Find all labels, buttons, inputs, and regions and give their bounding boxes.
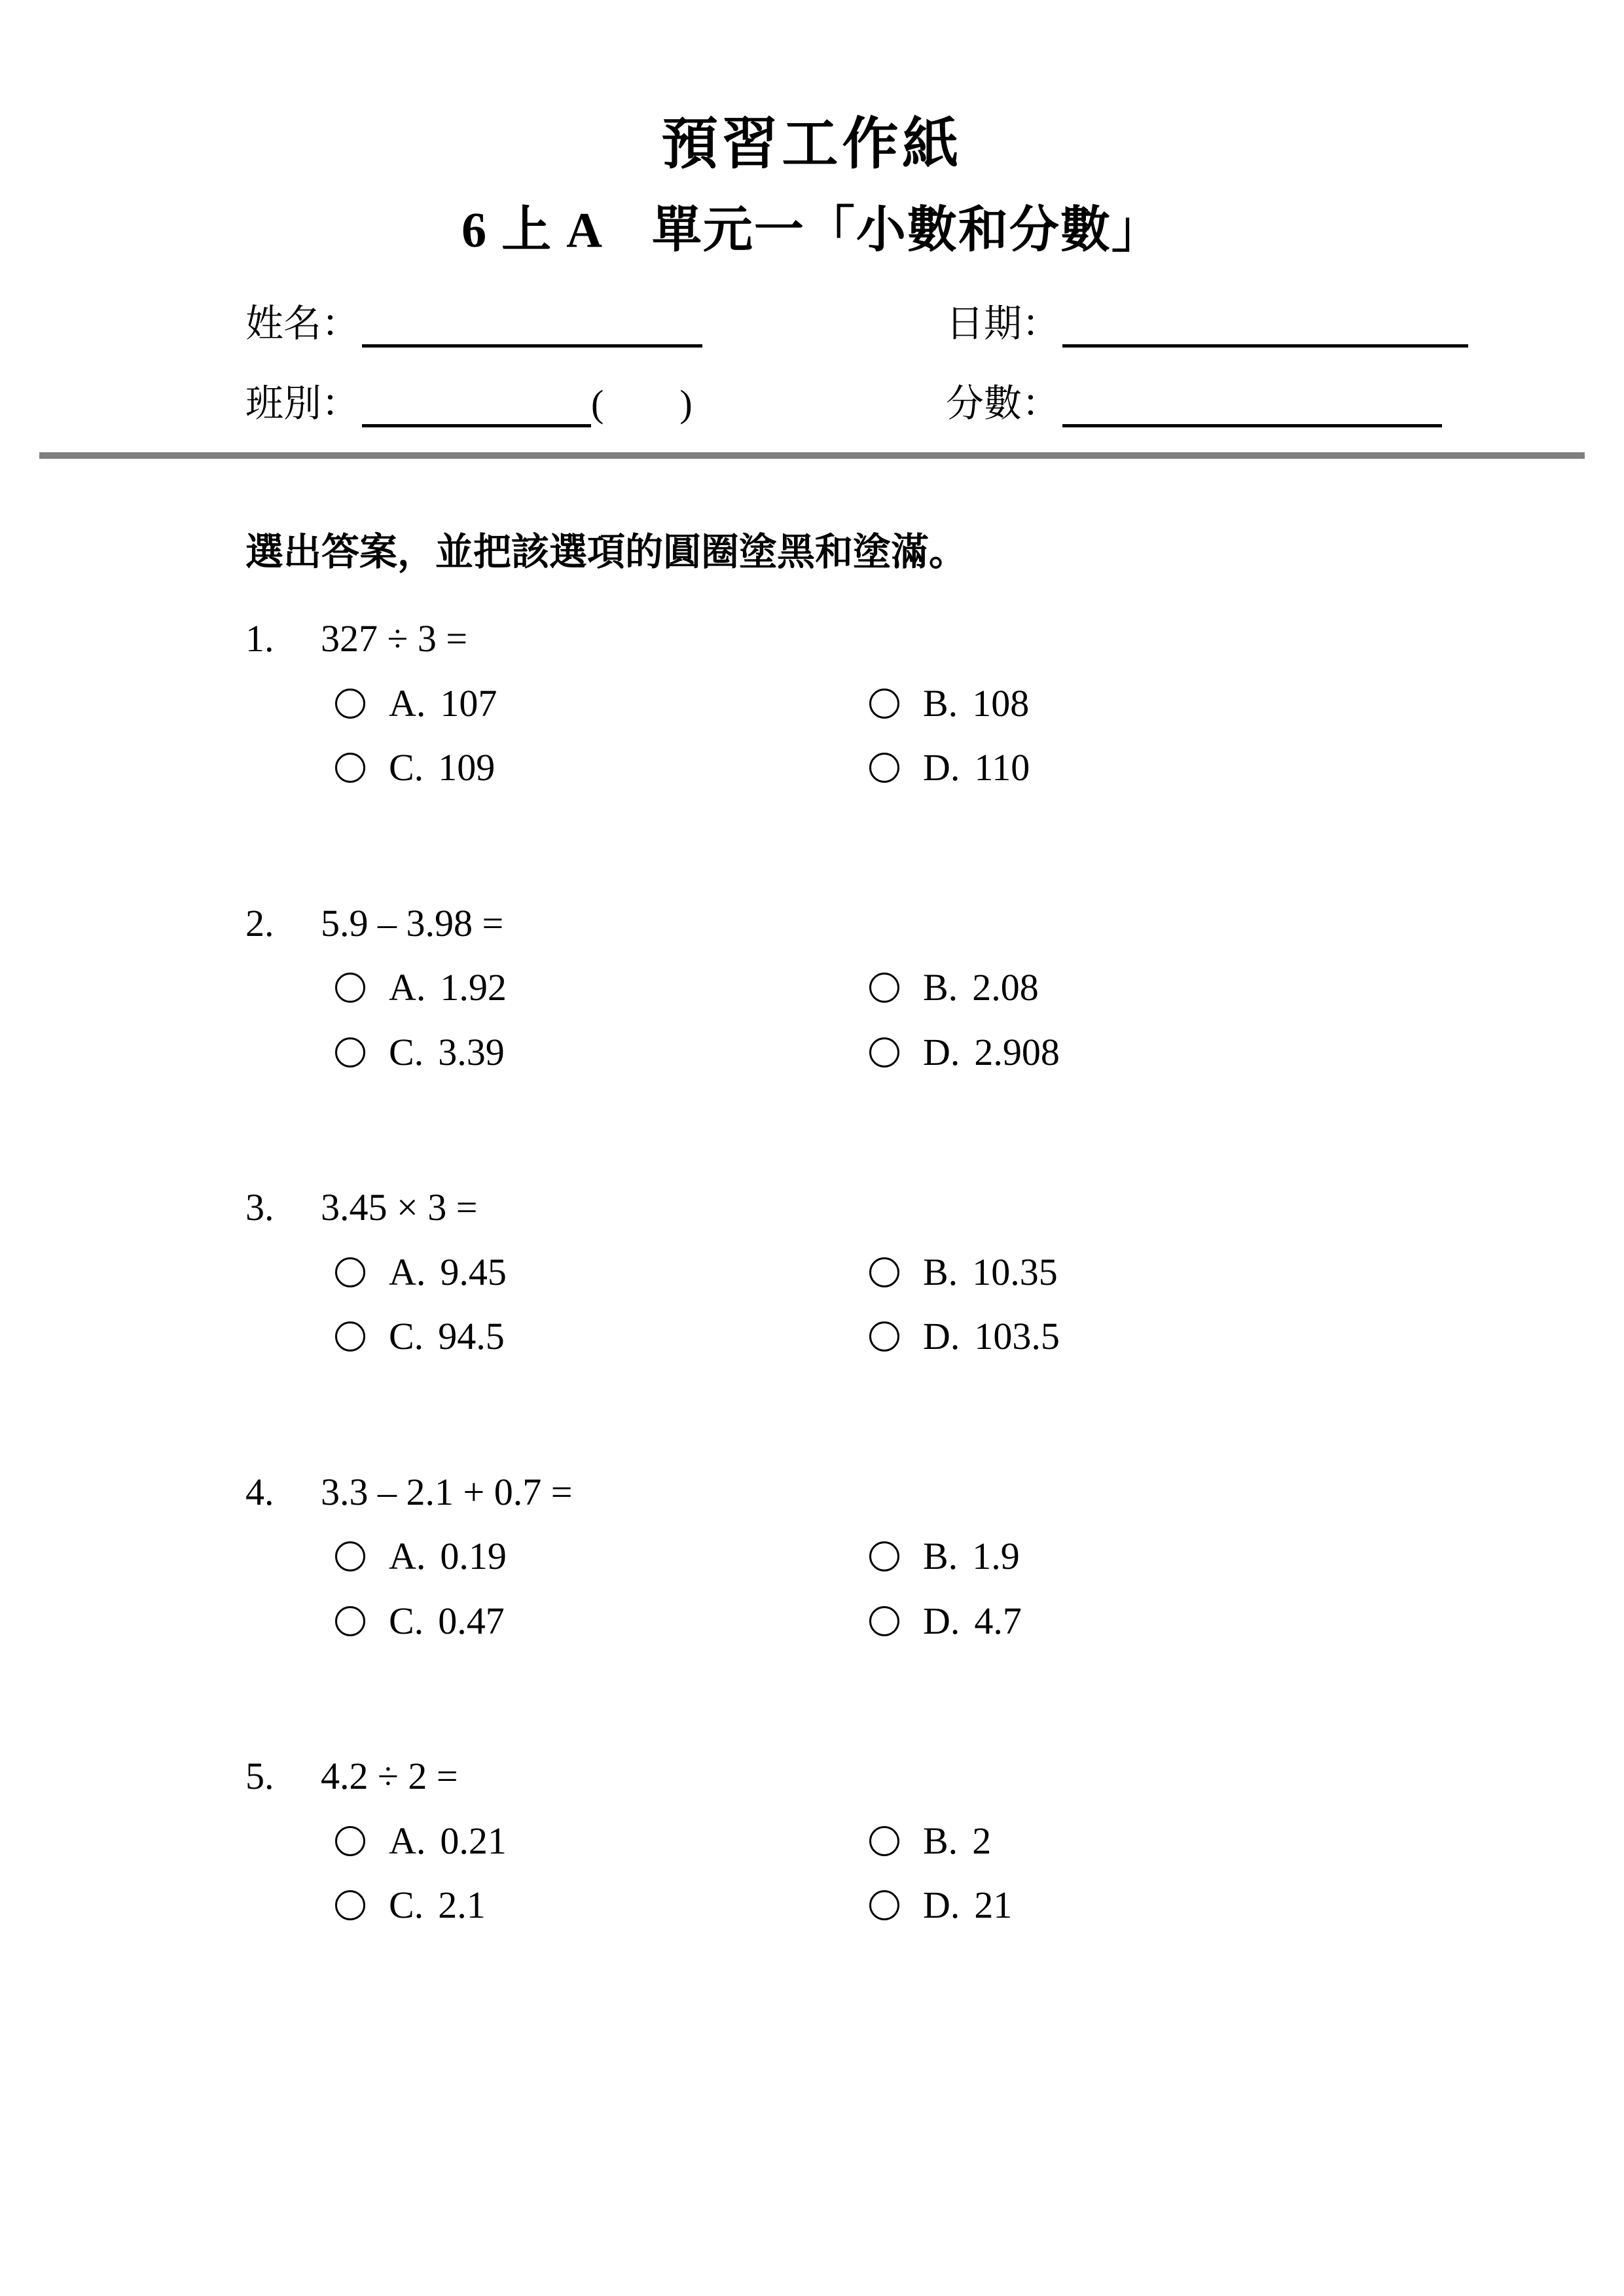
question-number: 4.	[245, 1470, 274, 1513]
option-bubble[interactable]	[869, 1606, 899, 1636]
date-label: 日期：	[946, 302, 1060, 345]
option-bubble[interactable]	[335, 1257, 365, 1287]
question-1	[245, 615, 1624, 792]
field-row-1	[245, 293, 1585, 348]
option-row	[245, 1029, 1624, 1077]
option-bubble[interactable]	[869, 973, 899, 1003]
option-row	[245, 1818, 1624, 1865]
option-value: 2.1	[438, 1884, 486, 1926]
option-value: 103.5	[974, 1315, 1060, 1357]
question-stem-row	[245, 900, 1624, 948]
class-field-group	[245, 372, 946, 427]
option-bubble[interactable]	[335, 689, 365, 719]
option-value: 94.5	[438, 1315, 505, 1357]
option-value: 10.35	[972, 1250, 1058, 1293]
option-value: 9.45	[440, 1250, 507, 1293]
option-letter: D.	[923, 1599, 960, 1642]
option-letter: D.	[923, 1315, 960, 1357]
option-letter: C.	[389, 1030, 424, 1073]
option-letter: B.	[923, 681, 958, 725]
option-letter: A.	[389, 681, 426, 725]
question-stem-row	[245, 615, 1624, 663]
name-field-group	[245, 293, 946, 348]
question-stem-row	[245, 1753, 1624, 1801]
option-d	[869, 1029, 1060, 1077]
question-number: 3.	[245, 1186, 274, 1229]
option-bubble[interactable]	[335, 753, 365, 783]
question-number: 5.	[245, 1755, 274, 1797]
option-letter: A.	[389, 1250, 426, 1293]
option-row	[245, 1249, 1624, 1297]
option-letter: C.	[389, 1315, 424, 1357]
option-d	[869, 1313, 1060, 1361]
option-letter: C.	[389, 1599, 424, 1642]
option-letter: D.	[923, 1884, 960, 1926]
class-label: 班別：	[245, 382, 360, 425]
question-3	[245, 1184, 1624, 1361]
option-value: 3.39	[438, 1030, 505, 1073]
option-bubble[interactable]	[335, 1321, 365, 1352]
option-letter: A.	[389, 966, 426, 1009]
instruction-text: 選出答案，並把該選項的圓圈塗黑和塗滿。	[245, 531, 967, 573]
question-stem: 327 ÷ 3 =	[321, 617, 468, 660]
option-bubble[interactable]	[869, 1541, 899, 1571]
option-value: 108	[972, 681, 1030, 725]
option-a	[335, 680, 869, 728]
option-value: 2.08	[972, 966, 1039, 1009]
question-stem: 3.3 – 2.1 + 0.7 =	[321, 1470, 573, 1513]
option-bubble[interactable]	[335, 1890, 365, 1920]
option-bubble[interactable]	[869, 1826, 899, 1856]
option-value: 109	[438, 746, 496, 789]
name-blank[interactable]	[362, 304, 702, 348]
option-value: 1.9	[972, 1535, 1020, 1577]
date-field-group	[946, 293, 1468, 348]
class-blank[interactable]	[362, 384, 591, 427]
option-value: 2	[972, 1819, 992, 1862]
option-bubble[interactable]	[869, 1037, 899, 1067]
option-row	[245, 1533, 1624, 1581]
question-number: 2.	[245, 901, 274, 944]
question-list	[0, 615, 1624, 1929]
option-value: 110	[974, 746, 1030, 789]
question-stem: 3.45 × 3 =	[321, 1186, 478, 1229]
question-number: 1.	[245, 617, 274, 660]
question-5	[245, 1753, 1624, 1929]
option-letter: C.	[389, 1884, 424, 1926]
name-label: 姓名：	[245, 302, 360, 345]
option-value: 0.47	[438, 1599, 505, 1642]
option-b	[869, 1533, 1020, 1581]
option-row	[245, 1313, 1624, 1361]
option-a	[335, 964, 869, 1012]
option-row	[245, 1598, 1624, 1645]
option-c	[335, 1313, 869, 1361]
question-stem-row	[245, 1184, 1624, 1232]
option-bubble[interactable]	[335, 1037, 365, 1067]
field-row-2	[245, 372, 1585, 427]
option-c	[335, 1598, 869, 1645]
option-bubble[interactable]	[869, 753, 899, 783]
question-2	[245, 900, 1624, 1077]
class-number-paren: ( )	[591, 382, 693, 425]
option-letter: B.	[923, 966, 958, 1009]
header-divider	[39, 452, 1585, 459]
option-bubble[interactable]	[335, 1541, 365, 1571]
question-stem: 5.9 – 3.98 =	[321, 901, 504, 944]
page-subtitle: 6 上 A 單元一「小數和分數」	[461, 203, 1163, 258]
option-a	[335, 1818, 869, 1865]
page-title: 預習工作紙	[661, 113, 963, 175]
option-b	[869, 964, 1039, 1012]
option-letter: B.	[923, 1250, 958, 1293]
option-row	[245, 964, 1624, 1012]
option-b	[869, 680, 1029, 728]
option-value: 4.7	[974, 1599, 1022, 1642]
option-letter: C.	[389, 746, 424, 789]
option-bubble[interactable]	[335, 973, 365, 1003]
score-field-group	[946, 372, 1442, 427]
option-letter: B.	[923, 1819, 958, 1862]
option-value: 0.19	[440, 1535, 507, 1577]
option-b	[869, 1249, 1058, 1297]
option-c	[335, 744, 869, 792]
option-value: 107	[440, 681, 497, 725]
option-row	[245, 744, 1624, 792]
option-bubble[interactable]	[869, 1890, 899, 1920]
option-row	[245, 1882, 1624, 1929]
option-bubble[interactable]	[335, 1606, 365, 1636]
option-value: 0.21	[440, 1819, 507, 1862]
option-a	[335, 1533, 869, 1581]
option-a	[335, 1249, 869, 1297]
option-value: 21	[974, 1884, 1013, 1926]
option-letter: A.	[389, 1819, 426, 1862]
score-blank[interactable]	[1062, 384, 1442, 427]
question-stem-row	[245, 1469, 1624, 1516]
score-label: 分數：	[946, 382, 1060, 425]
option-bubble[interactable]	[869, 689, 899, 719]
header-fields	[245, 293, 1585, 427]
question-4	[245, 1469, 1624, 1645]
option-value: 1.92	[440, 966, 507, 1009]
option-letter: B.	[923, 1535, 958, 1577]
option-letter: A.	[389, 1535, 426, 1577]
option-bubble[interactable]	[869, 1257, 899, 1287]
question-stem: 4.2 ÷ 2 =	[321, 1755, 458, 1797]
option-d	[869, 744, 1030, 792]
option-c	[335, 1882, 869, 1929]
option-letter: D.	[923, 746, 960, 789]
option-letter: D.	[923, 1030, 960, 1073]
option-d	[869, 1882, 1012, 1929]
option-d	[869, 1598, 1022, 1645]
option-row	[245, 680, 1624, 728]
option-c	[335, 1029, 869, 1077]
option-value: 2.908	[974, 1030, 1060, 1073]
option-bubble[interactable]	[335, 1826, 365, 1856]
date-blank[interactable]	[1062, 304, 1468, 348]
option-bubble[interactable]	[869, 1321, 899, 1352]
option-b	[869, 1818, 991, 1865]
